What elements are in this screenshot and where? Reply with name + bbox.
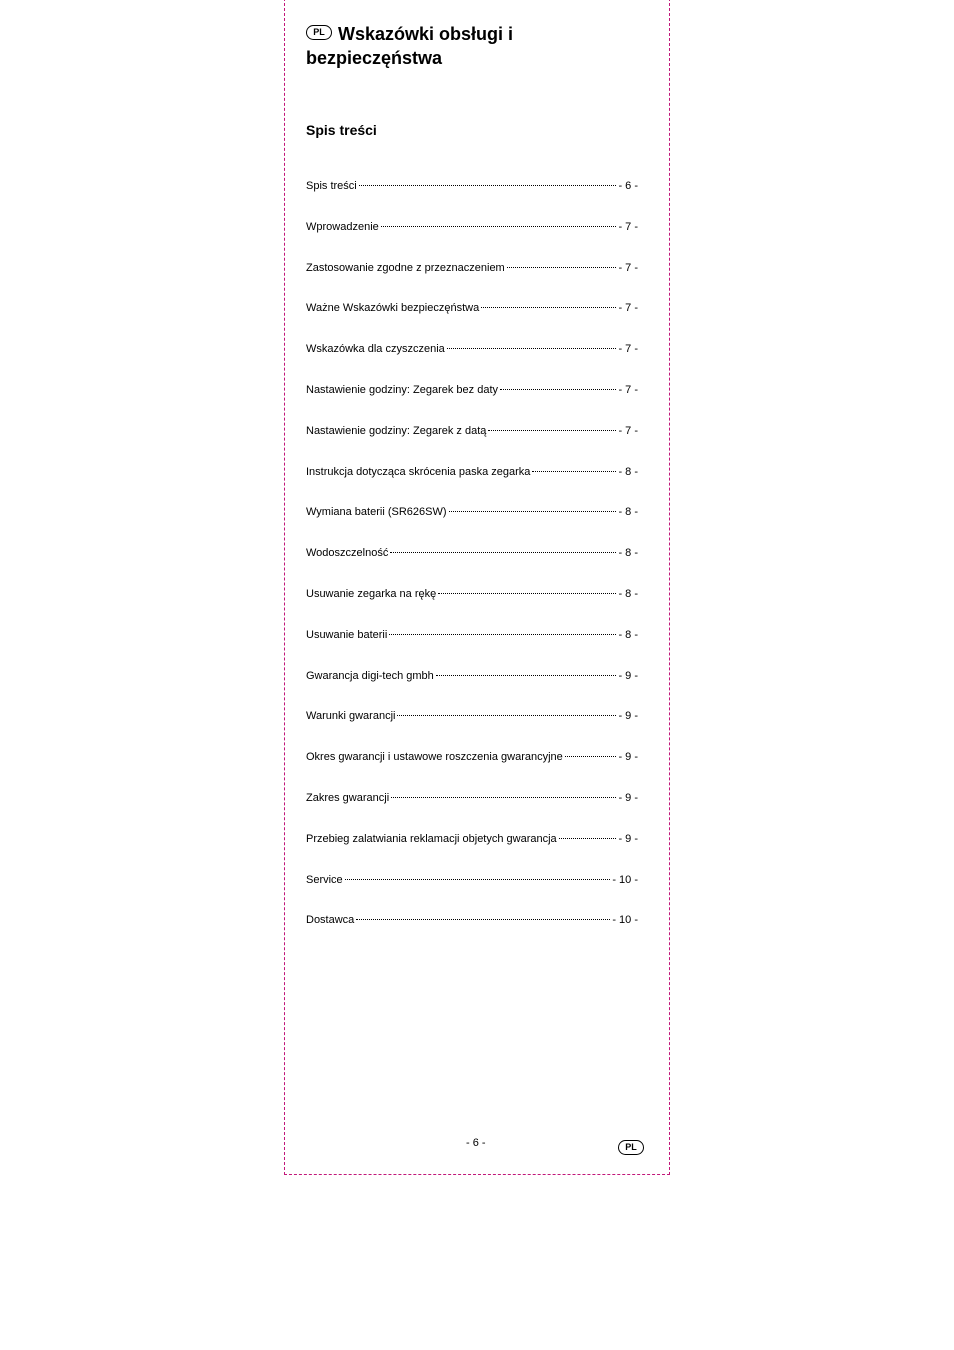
toc-entry-page: - 8 - bbox=[618, 628, 638, 641]
toc-entry-page: - 9 - bbox=[618, 791, 638, 804]
toc-entry-page: - 8 - bbox=[618, 465, 638, 478]
toc-dot-leader bbox=[390, 552, 616, 553]
toc-entry[interactable] bbox=[306, 302, 638, 343]
toc-entry[interactable] bbox=[306, 343, 638, 384]
toc-entry-page: - 8 - bbox=[618, 587, 638, 600]
toc-dot-leader bbox=[532, 471, 616, 472]
toc-dot-leader bbox=[397, 715, 616, 716]
toc-entry[interactable] bbox=[306, 425, 638, 466]
toc-heading: Spis treści bbox=[306, 122, 377, 138]
toc-entry-label: Usuwanie baterii bbox=[306, 628, 388, 641]
toc-entry-label: Gwarancja digi-tech gmbh bbox=[306, 669, 434, 682]
toc-dot-leader bbox=[391, 797, 616, 798]
toc-dot-leader bbox=[438, 593, 616, 594]
toc-entry-page: - 9 - bbox=[618, 669, 638, 682]
toc-entry[interactable] bbox=[306, 751, 638, 792]
toc-entry-page: - 10 - bbox=[612, 873, 638, 886]
toc-dot-leader bbox=[436, 675, 617, 676]
footer-language-badge bbox=[618, 1137, 644, 1155]
toc-dot-leader bbox=[500, 389, 616, 390]
toc-entry-label: Warunki gwarancji bbox=[306, 710, 396, 723]
toc-entry[interactable] bbox=[306, 874, 638, 915]
language-badge: PL bbox=[306, 25, 332, 40]
document-content bbox=[306, 22, 646, 927]
table-of-contents bbox=[306, 180, 638, 955]
toc-entry-label: Zastosowanie zgodne z przeznaczeniem bbox=[306, 261, 505, 274]
toc-entry-label: Usuwanie zegarka na rękę bbox=[306, 587, 437, 600]
toc-entry[interactable] bbox=[306, 466, 638, 507]
toc-entry-label: Okres gwarancji i ustawowe roszczenia gwarancyjne bbox=[306, 751, 563, 764]
toc-entry-page: - 7 - bbox=[618, 424, 638, 437]
toc-entry-label: Service bbox=[306, 873, 343, 886]
toc-entry-page: - 8 - bbox=[618, 547, 638, 560]
toc-dot-leader bbox=[447, 348, 617, 349]
toc-entry-label: Nastawienie godziny: Zegarek bez daty bbox=[306, 383, 498, 396]
toc-dot-leader bbox=[356, 919, 610, 920]
toc-entry[interactable] bbox=[306, 221, 638, 262]
toc-entry[interactable] bbox=[306, 914, 638, 955]
toc-dot-leader bbox=[389, 634, 616, 635]
toc-entry-label: Ważne Wskazówki bezpieczęństwa bbox=[306, 302, 480, 315]
footer-page-number: - 6 - bbox=[466, 1137, 486, 1149]
toc-dot-leader bbox=[559, 838, 617, 839]
toc-entry[interactable] bbox=[306, 506, 638, 547]
toc-entry-label: Wodoszczelność bbox=[306, 547, 389, 560]
toc-entry[interactable] bbox=[306, 384, 638, 425]
toc-entry-label: Dostawca bbox=[306, 914, 355, 927]
toc-entry-page: - 7 - bbox=[618, 383, 638, 396]
toc-dot-leader bbox=[345, 879, 611, 880]
toc-dot-leader bbox=[481, 307, 616, 308]
toc-entry[interactable] bbox=[306, 262, 638, 303]
page-title bbox=[306, 22, 646, 46]
toc-entry-page: - 7 - bbox=[618, 220, 638, 233]
toc-entry-page: - 10 - bbox=[612, 914, 638, 927]
toc-entry[interactable] bbox=[306, 710, 638, 751]
title-line-2: bezpieczęństwa bbox=[306, 48, 443, 68]
toc-entry-page: - 8 - bbox=[618, 506, 638, 519]
toc-entry-label: Wymiana baterii (SR626SW) bbox=[306, 506, 447, 519]
toc-entry-page: - 7 - bbox=[618, 302, 638, 315]
toc-entry-label: Wprowadzenie bbox=[306, 220, 379, 233]
toc-entry[interactable] bbox=[306, 547, 638, 588]
toc-dot-leader bbox=[381, 226, 617, 227]
toc-entry[interactable] bbox=[306, 833, 638, 874]
toc-entry-label: Spis treści bbox=[306, 180, 357, 192]
toc-dot-leader bbox=[449, 511, 617, 512]
toc-dot-leader bbox=[359, 185, 617, 186]
toc-entry-label: Przebieg zalatwiania reklamacji objetych gwarancja bbox=[306, 832, 557, 845]
toc-entry-label: Instrukcja dotycząca skrócenia paska zegarka bbox=[306, 465, 531, 478]
toc-dot-leader bbox=[488, 430, 616, 431]
toc-dot-leader bbox=[507, 267, 617, 268]
title-line-1: Wskazówki obsługi i bbox=[338, 24, 514, 44]
language-badge: PL bbox=[618, 1140, 644, 1155]
toc-entry-page: - 7 - bbox=[618, 261, 638, 274]
toc-entry[interactable] bbox=[306, 588, 638, 629]
toc-entry-label: Nastawienie godziny: Zegarek z datą bbox=[306, 424, 487, 437]
toc-entry-label: Zakres gwarancji bbox=[306, 791, 390, 804]
toc-entry-page: - 6 - bbox=[618, 180, 638, 192]
toc-entry-page: - 9 - bbox=[618, 710, 638, 723]
toc-entry-label: Wskazówka dla czyszczenia bbox=[306, 343, 445, 356]
toc-entry[interactable] bbox=[306, 180, 638, 221]
toc-entry[interactable] bbox=[306, 792, 638, 833]
toc-entry-page: - 9 - bbox=[618, 751, 638, 764]
toc-dot-leader bbox=[565, 756, 617, 757]
toc-entry[interactable] bbox=[306, 629, 638, 670]
toc-entry-page: - 9 - bbox=[618, 832, 638, 845]
toc-entry-page: - 7 - bbox=[618, 343, 638, 356]
toc-entry[interactable] bbox=[306, 670, 638, 711]
